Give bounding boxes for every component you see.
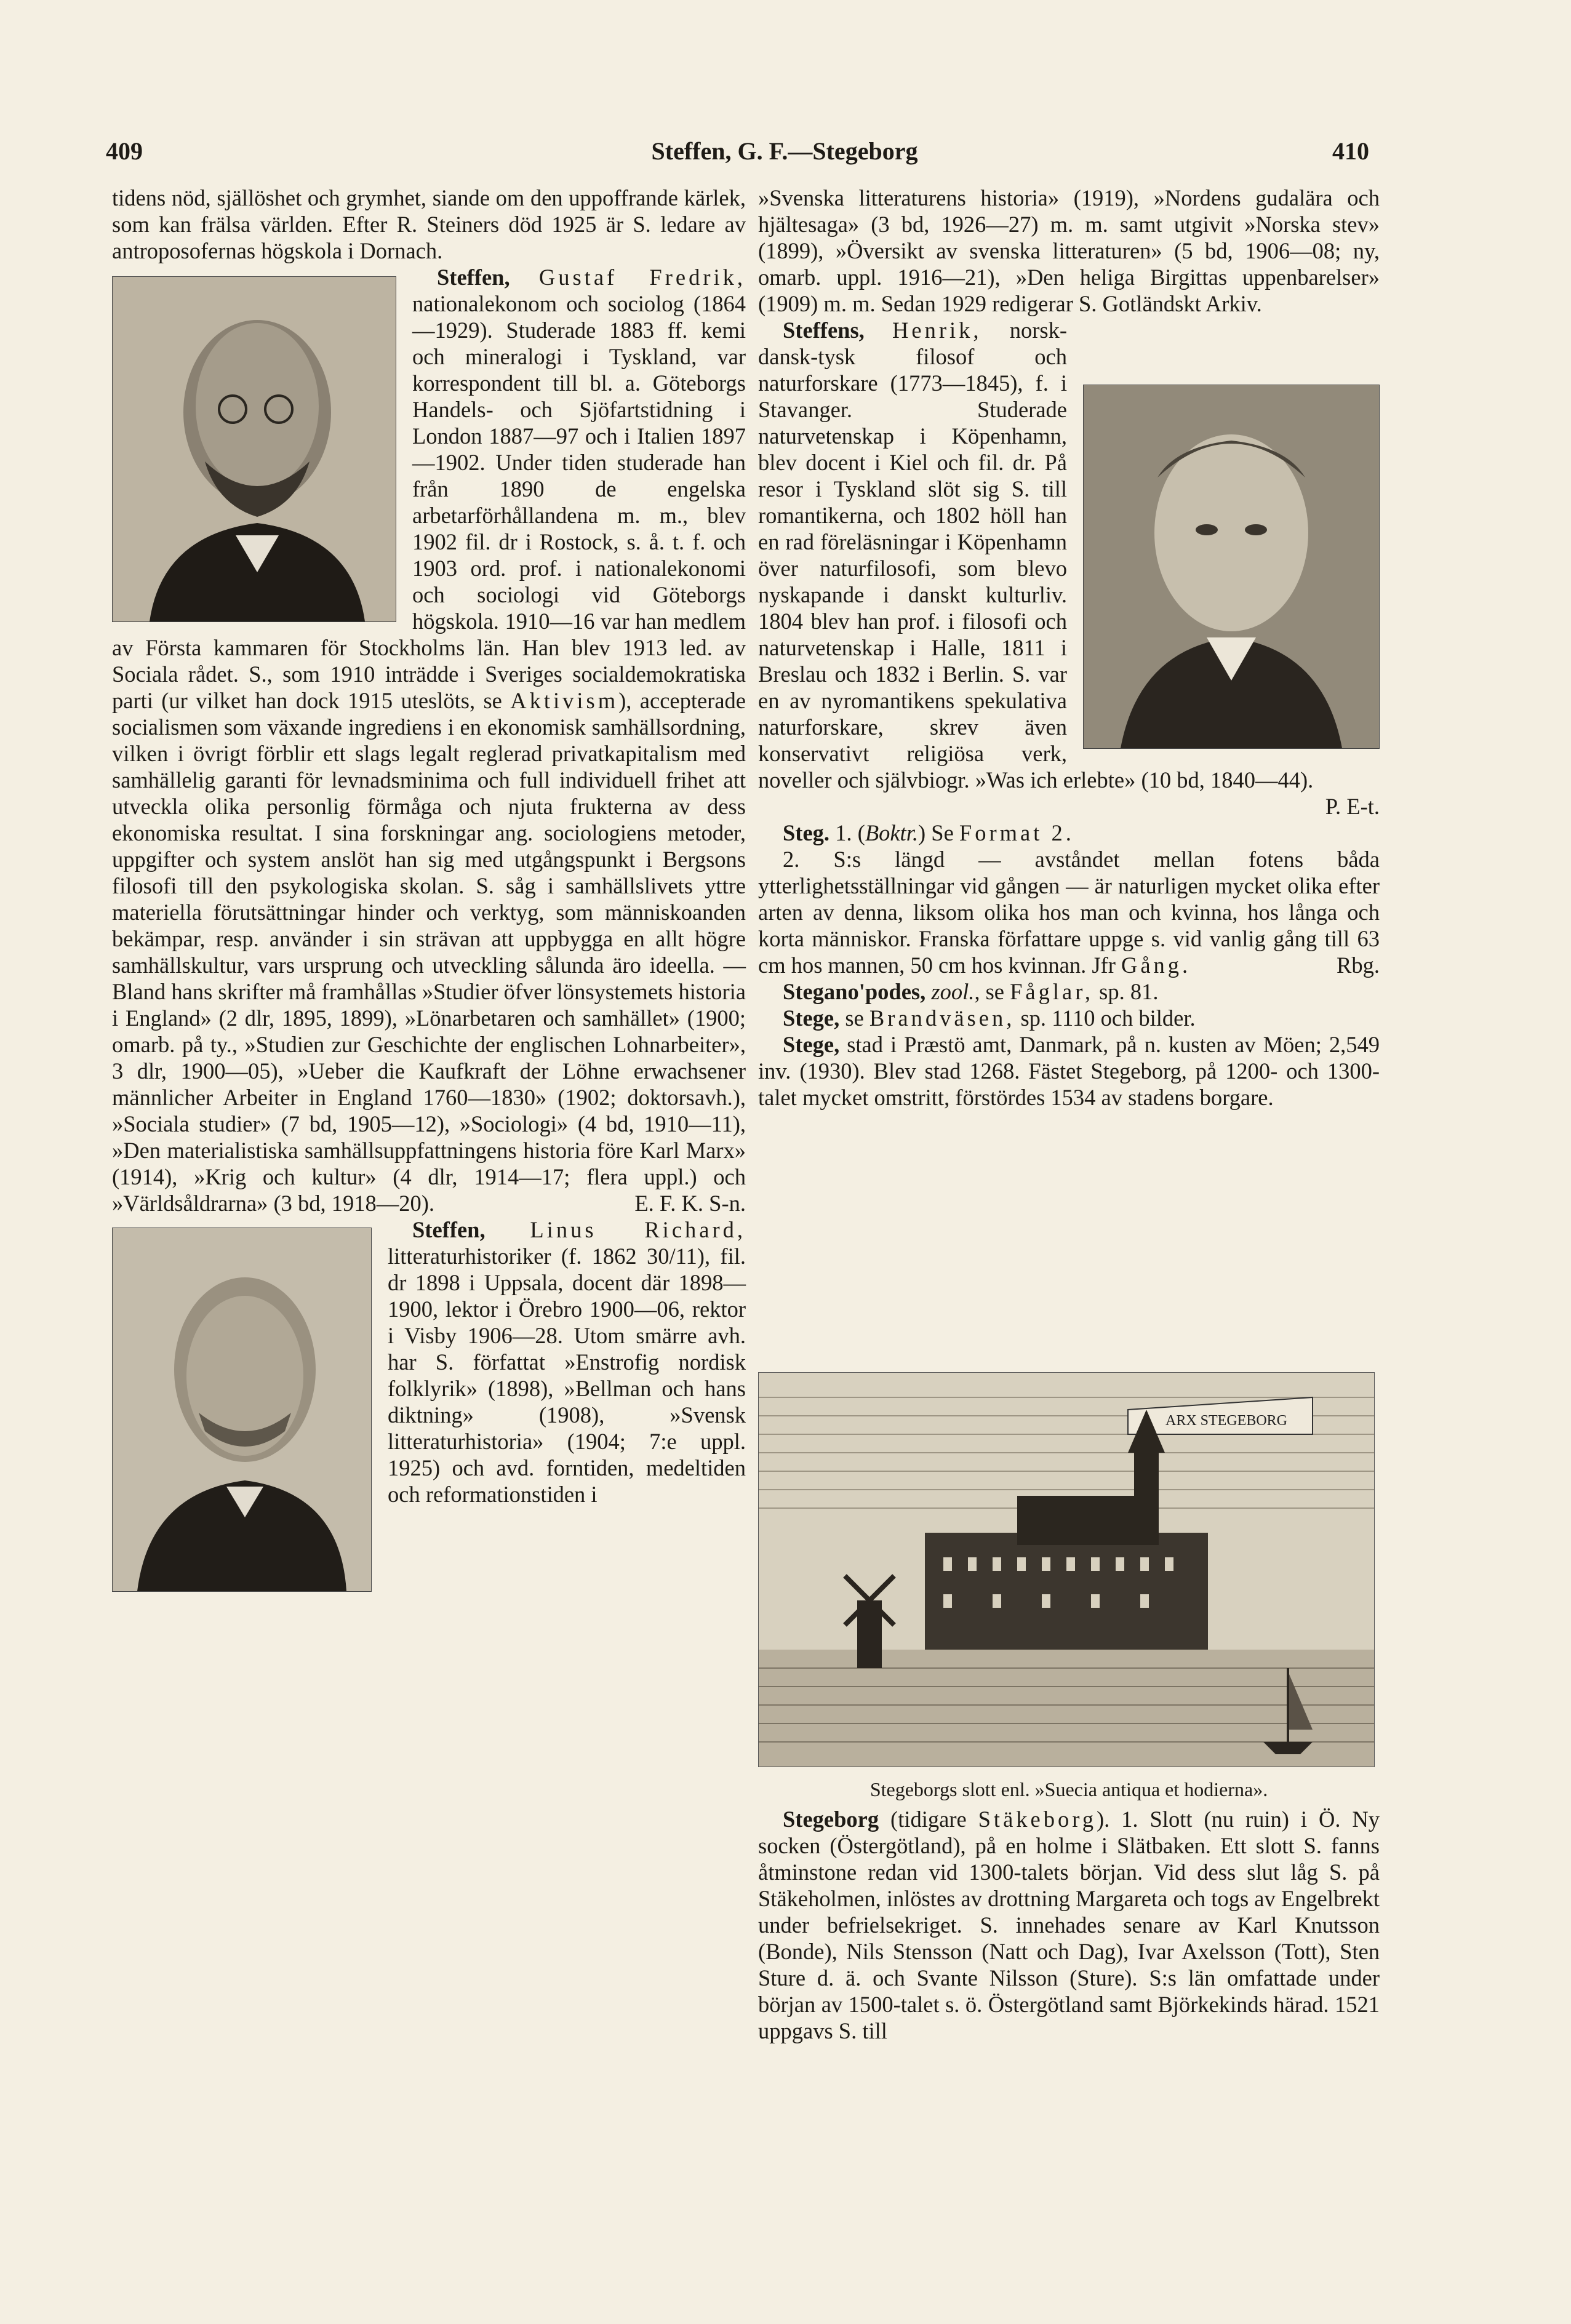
entry-stege-1 (758, 1005, 1380, 1031)
entry-steffen-linus (112, 1216, 746, 1507)
entry-text: litteraturhistoriker (f. 1862 30/11), fil. dr 1898 i Uppsala, docent där 1898—1900, lektor i Örebro 1900—06, rektor i Visby 1906—28. Utom smärre avh. har S. författat »Enstrofig nordisk folklyrik» (1898), »Bellman och hans diktning» (1908), »Svensk litteraturhistoria» (1904; 7:e uppl. 1925) och avd. forntiden, medeltiden och reformationstiden i (388, 1244, 746, 1507)
entry-stege-2 (758, 1031, 1380, 1111)
paragraph-steiner-tail: tidens nöd, själlöshet och grymhet, siande om den uppoffrande kärlek, som kan frälsa världen. Efter R. Steiners död 1925 är S. ledare av antroposofernas högskola i Dornach. (112, 185, 746, 263)
entry-steganopodes (758, 978, 1380, 1005)
entry-steffens-henrik (758, 317, 1380, 819)
figure-stegeborg (758, 1372, 1380, 1801)
figure-caption: Stegeborgs slott enl. »Suecia antiqua et hodierna». (869, 1778, 1268, 1800)
entry-name: Linus Richard, (530, 1217, 746, 1242)
headword: Stege, (783, 1005, 840, 1031)
figure-banner: ARX STEGEBORG (1165, 1413, 1288, 1429)
entry-text: se (985, 979, 1004, 1004)
entry-text: sp. 81. (1099, 979, 1159, 1004)
entry-steg (758, 820, 1380, 846)
cross-reference[interactable]: Aktivism (510, 688, 619, 713)
entry-field: zool., (931, 979, 980, 1004)
portrait-linus-steffen (112, 1228, 372, 1592)
headword: Steffen, (412, 1217, 486, 1242)
entry-steffen-gustaf (112, 264, 746, 1216)
entry-text: stad i Præstö amt, Danmark, på n. kusten av Möen; 2,549 inv. (1930). Blev stad 1268. Fästet Stegeborg, på 1200- och 1300-talet mycket omstritt, förstördes 1534 av stadens borgare. (758, 1032, 1380, 1110)
entry-text-cont: ), accepterade socialismen som växande ingrediens i en ekonomisk samhällsordning, vilken i övrigt förblir ett slags legalt reglerad privatkapitalism med samhällelig garanti för levnadsminima och full individuell frihet att utveckla olika personlig förmåga och njuta frukterna av dess ekonomiska resultat. I sina forskningar ang. sociologiens metoder, uppgifter och system anslöt han sig med utgångspunkt i Bergsons filosofi till den psykologiska skolan. S. såg i samhällslivets yttre materiella förutsättningar hinder och verktyg, som människoanden bekämpar, resp. använder i sin strävan att uppbygga en allt högre samhällskultur, vars ursprung och utveckling sålunda äro ideella. — Bland hans skrifter må framhållas »Studier öfver lönsystemets historia i England» (2 dlr, 1895, 1899), »Lönarbetaren och samhället» (1900; omarb. på ty., »Studien zur Geschichte der englischen Lohnarbeiter», 3 dlr, 1900—05), »Ueber die Kaufkraft der Löhne erwachsener männlicher Arbeiter in England 1760—1830» (1902; doktorsavh.), »Sociala studier» (7 bd, 1905—12), »Sociologi» (4 bd, 1910—11), »Den materialistiska samhällsuppfattningens historia före Karl Marx» (1914), »Krig och kultur» (4 dlr, 1914—17; flera uppl.) och »Världsåldrarna» (3 bd, 1918—20). (112, 688, 746, 1216)
entry-stegeborg (758, 1806, 1380, 2044)
entry-text: norsk-dansk-tysk filosof och naturforskare (1773—1845), f. i Stavanger. Studerade naturvetenskap i Köpenhamn, blev docent i Kiel och fil. dr. På resor i Tyskland slöt sig S. till romantikerna, och 1802 höll han en rad föreläsningar i Köpenhamn över naturfilosofi, som blevo nyskapande i danskt kulturliv. 1804 blev han prof. i filosofi och naturvetenskap i Halle, 1811 i Breslau och 1832 i Berlin. S. var en av nyromantikens spekulativa naturforskare, skrev även konservativt religiösa verk, noveller och självbiogr. »Was ich erlebte» (10 bd, 1840—44). (758, 317, 1314, 793)
headword: Stegano'podes, (783, 979, 926, 1004)
page-number-right: 410 (1332, 137, 1369, 165)
page-number-left: 409 (106, 137, 143, 165)
headword: Steffen, (437, 265, 510, 290)
entry-text: ). 1. Slott (nu ruin) i Ö. Ny socken (Östergötland), på en holme i Slätbaken. Ett slott S. fanns åtminstone redan vid 1300-talets början. Vid dess slut låg S. på Stäkeholmen, inlöstes av drottning Margareta och togs av Engelbrekt under befrielsekriget. S. innehades senare av Karl Knutsson (Bonde), Nils Stensson (Natt och Dag), Ivar Axelsson (Tott), Sten Sture d. ä. och Svante Nilsson (Sture). S:s län omfattade under början av 1500-talet s. ö. Östergötland samt Björkekinds härad. 1521 uppgavs S. till (758, 1807, 1380, 2043)
entry-text: nationalekonom och sociolog (1864—1929). Studerade 1883 ff. kemi och mineralogi i Tyskland, var korrespondent till bl. a. Göteborgs Handels- och Sjöfartstidning i London 1887—97 och i Italien 1897—1902. Under tiden studerade han från 1890 de engelska arbetarförhållandena m. m., blev 1902 fil. dr i Rostock, s. å. t. f. och 1903 ord. prof. i nationalekonomi och sociologi vid Göteborgs högskola. 1910—16 var han medlem av Första kammaren för Stockholms län. Han blev 1913 led. av Sociala rådet. S., som 1910 inträdde i Sveriges socialdemokratiska parti (ur vilket han dock 1915 uteslöts, se (112, 291, 746, 713)
portrait-henrik-steffens (1083, 385, 1380, 749)
signature: E. F. K. S-n. (634, 1191, 746, 1216)
entry-text: se (845, 1005, 864, 1031)
cross-reference[interactable]: Gång. (1121, 952, 1191, 978)
cross-reference[interactable]: Brandväsen, (869, 1005, 1015, 1031)
entry-text: (tidigare (890, 1807, 967, 1832)
running-head: Steffen, G. F.—Stegeborg (651, 137, 918, 165)
entry-text: 2. S:s längd — avståndet mellan fotens båda ytterlighetsställningar vid gången — är naturligen mycket olika efter arten av denna, liksom olika hos man och kvinna, hos långa och korta människor. Franska författare uppge s. vid vanlig gång till 63 cm hos mannen, 50 cm hos kvinnan. Jfr (758, 847, 1380, 978)
headword: Stegeborg (783, 1807, 879, 1832)
signature: Rbg. (1337, 952, 1380, 978)
headword: Steffens, (783, 317, 865, 343)
entry-text: 1. ( (835, 820, 865, 845)
left-column (112, 185, 746, 1598)
portrait-gustaf-steffen (112, 276, 396, 622)
paragraph-steffen-linus-tail: »Svenska litteraturens historia» (1919), »Nordens gudalära och hjältesaga» (3 bd, 1926—27) m. m. samt utgivit »Norska stev» (1899), »Översikt av svenska litteraturen» (5 bd, 1906—08; ny, omarb. uppl. 1916—21), »Den heliga Birgittas uppenbarelser» (1909) m. m. Sedan 1929 redigerar S. Gotländskt Arkiv. (758, 185, 1380, 316)
headword: Stege, (783, 1032, 840, 1057)
entry-abbrev: Boktr. (865, 820, 918, 845)
cross-reference[interactable]: Fåglar, (1010, 979, 1094, 1004)
entry-text: ) Se (917, 820, 954, 845)
alternate-name: Stäkeborg (978, 1807, 1097, 1832)
entry-name: Henrik, (892, 317, 982, 343)
right-column (758, 185, 1380, 1111)
cross-reference[interactable]: Format 2. (959, 820, 1074, 845)
headword: Steg. (783, 820, 830, 845)
entry-text: sp. 1110 och bilder. (1020, 1005, 1196, 1031)
engraving-stegeborg-castle (758, 1372, 1375, 1767)
entry-steg-2 (758, 846, 1380, 978)
signature: P. E-t. (1325, 794, 1380, 819)
entry-name: Gustaf Fredrik, (538, 265, 746, 290)
